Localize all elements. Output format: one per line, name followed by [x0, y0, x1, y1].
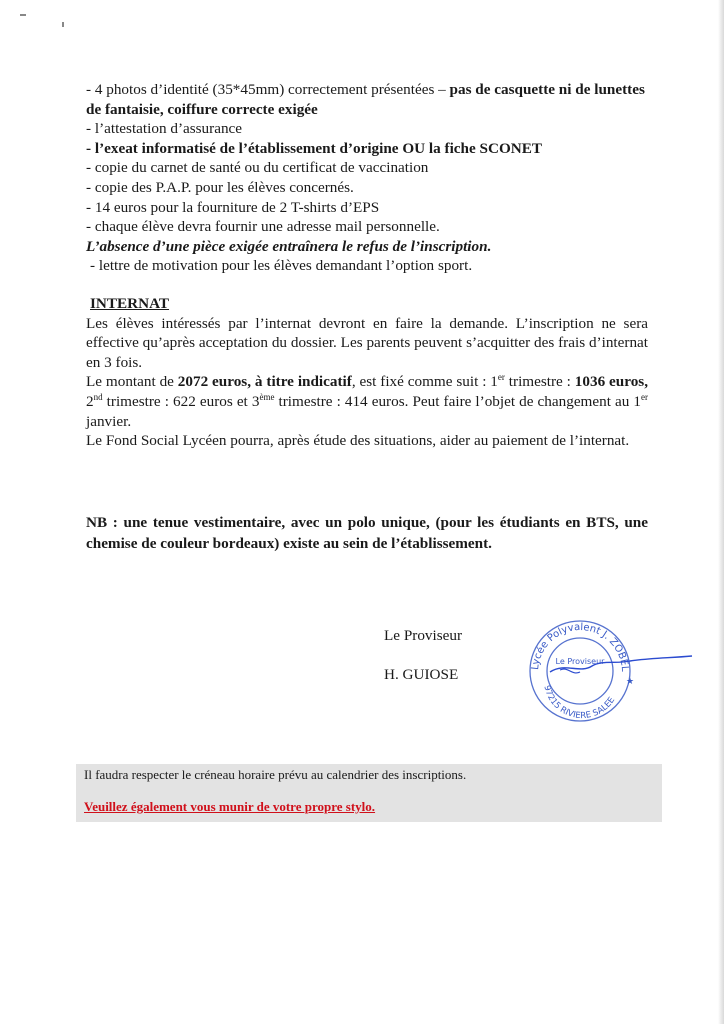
stamp-bottom-text: 97215 RIVIERE SALEE [541, 684, 618, 722]
list-item-tshirts: - 14 euros pour la fourniture de 2 T-shirts d’EPS [86, 198, 380, 216]
nb-text: NB : une tenue vestimentaire, avec un polo unique, (pour les étudiants en BTS, une chemise de couleur bordeaux) existe au sein de l’établissement. [86, 514, 648, 552]
dress-code-note [86, 512, 648, 554]
text-span: Le montant de [86, 373, 178, 391]
list-item-assurance: - l’attestation d’assurance [86, 120, 243, 138]
superscript: er [497, 372, 505, 383]
internat-paragraph-2 [86, 372, 648, 431]
scan-artifact [20, 14, 26, 16]
list-item-motivation: - lettre de motivation pour les élèves demandant l’option sport. [90, 257, 473, 275]
notice-box [76, 764, 662, 822]
signature-block [384, 627, 462, 684]
text-span: trimestre : 622 euros et 3 [102, 392, 260, 410]
list-item-pap: - copie des P.A.P. pour les élèves concernés. [86, 178, 354, 196]
text-span: , est fixé comme suit : 1 [351, 373, 498, 391]
photos-text: - 4 photos d’identité (35*45mm) correctement présentées – [86, 81, 450, 98]
list-item-mail: - chaque élève devra fournir une adresse mail personnelle. [86, 218, 440, 236]
notice-line-pen: Veuillez également vous munir de votre propre stylo. [84, 799, 376, 814]
stamp-star-icon: ★ [626, 677, 635, 687]
internat-heading: INTERNAT [90, 295, 170, 312]
required-documents-list [86, 80, 646, 276]
signature-title: Le Proviseur [384, 627, 463, 644]
signature-scribble [560, 669, 580, 673]
internat-paragraph-3: Le Fond Social Lycéen pourra, après étude des situations, aider au paiement de l’internat. [86, 432, 630, 450]
scan-artifact [62, 22, 64, 27]
list-item-photos [86, 80, 646, 119]
list-item-exeat: - l’exeat informatisé de l’établissement d’origine OU la fiche SCONET [86, 139, 542, 157]
list-item-sante: - copie du carnet de santé ou du certificat de vaccination [86, 159, 429, 177]
text-span: 2 [86, 392, 94, 410]
first-term-amount: 1036 euros, [574, 373, 648, 391]
notice-line-schedule: Il faudra respecter le créneau horaire prévu au calendrier des inscriptions. [84, 767, 467, 782]
absence-warning: L’absence d’une pièce exigée entraînera le refus de l’inscription. [86, 237, 492, 255]
text-span: trimestre : 414 euros. Peut faire l’objet de changement au 1 [274, 392, 641, 410]
stamp-top-text: Lycée Polyvalent J. ZOBEL [530, 621, 631, 672]
text-span: trimestre : [504, 373, 575, 391]
text-span: janvier. [86, 412, 132, 430]
internat-section [86, 294, 648, 451]
signature-name: H. GUIOSE [384, 666, 459, 683]
superscript: nd [93, 391, 103, 402]
school-stamp-icon [520, 614, 700, 724]
superscript: er [641, 391, 648, 402]
internat-paragraph-1: Les élèves intéressés par l’internat devront en faire la demande. L’inscription ne sera effective qu’après acceptation du dossier. Les parents peuvent s’acquitter des frais d’internat en 3 fois. [86, 314, 648, 371]
stamp-center-text: Le Proviseur [555, 657, 605, 666]
superscript: ème [259, 391, 275, 402]
total-amount: 2072 euros, à titre indicatif [177, 373, 352, 391]
photos-requirements: pas de casquette ni de lunettes de fantaisie, coiffure correcte exigée [86, 81, 645, 118]
page-edge-shadow [718, 0, 724, 1024]
